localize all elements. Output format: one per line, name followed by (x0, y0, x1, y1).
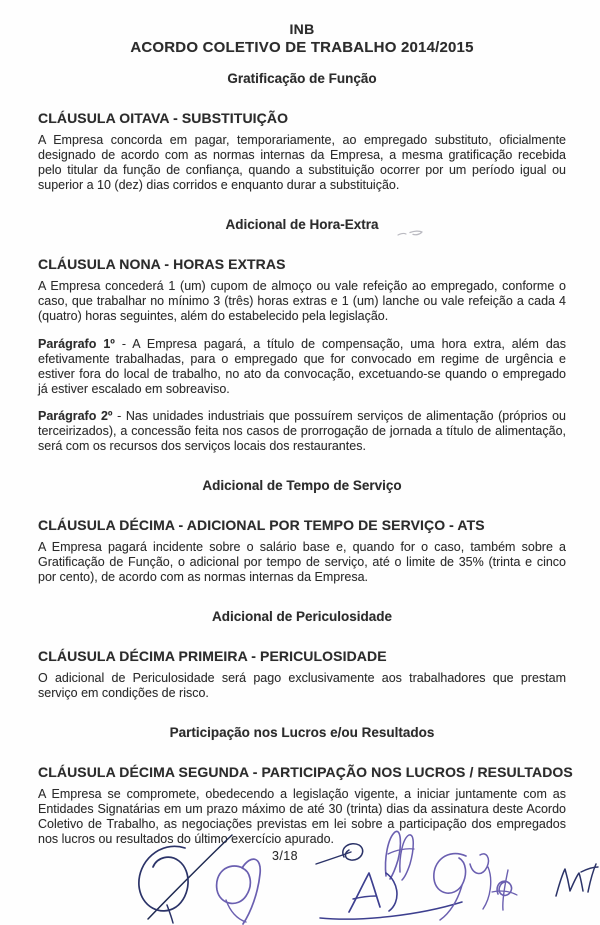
paragrafo-2-text: - Nas unidades industriais que possuírem serviços de alimentação (próprios ou terceirizados), a concessão feita nos casos de prorrogação de jornada a título de alimentação, será com os recursos dos serviços locais dos restaurantes. (38, 409, 566, 453)
signature-ink-1 (139, 835, 232, 923)
section-heading-periculosidade: Adicional de Periculosidade (211, 609, 393, 624)
page-number: 3/18 (272, 849, 298, 863)
section-heading-hora-extra: Adicional de Hora-Extra (225, 217, 379, 232)
clause-title-decima-segunda: CLÁUSULA DÉCIMA SEGUNDA - PARTICIPAÇÃO NOS LUCROS / RESULTADOS (38, 764, 573, 780)
clause-body-decima-segunda: A Empresa se compromete, obedecendo a legislação vigente, a iniciar juntamente com as Entidades Signatárias em um prazo máximo de até 30 (trinta) dias da assinatura deste Acordo Coletivo de Trabalho, as negociações previstas em lei sobre a participação dos empregados nos lucros ou resultados do último exercício apurado. (38, 787, 566, 846)
signature-ink-2 (217, 859, 261, 924)
clause-title-decima-primeira: CLÁUSULA DÉCIMA PRIMEIRA - PERICULOSIDADE (38, 648, 387, 664)
clause-title-nona: CLÁUSULA NONA - HORAS EXTRAS (38, 256, 286, 272)
signature-ink-8 (556, 864, 598, 896)
section-heading-tempo-servico: Adicional de Tempo de Serviço (202, 478, 402, 493)
signature-ink-5 (320, 873, 462, 919)
paragrafo-2-label: Parágrafo 2º (38, 409, 113, 423)
signature-ink-6 (434, 854, 491, 920)
clause-nona-paragrafo-2 (38, 409, 566, 454)
paragrafo-1-text: - A Empresa pagará, a título de compensação, uma hora extra, além das efetivamente trabalhadas, para o empregado que for convocado em regime de urgência e estiver fora do local de trabalho, no ato da convocação, excetuando-se quando o empregado já estiver escalado em sobreaviso. (38, 336, 566, 396)
paragrafo-1-label: Parágrafo 1º (38, 336, 115, 351)
clause-body-oitava: A Empresa concorda em pagar, temporariamente, ao empregado substituto, oficialmente designado de acordo com as normas internas da Empresa, a mesma gratificação recebida pelo titular da função de confiança, quando a substituição ocorrer por um período igual ou superior a 10 (dez) dias corridos e enquanto durar a substituição. (38, 133, 566, 192)
clause-title-oitava: CLÁUSULA OITAVA - SUBSTITUIÇÃO (38, 110, 289, 126)
section-heading-gratificacao: Gratificação de Função (227, 71, 377, 86)
section-heading-lucros: Participação nos Lucros e/ou Resultados (169, 725, 435, 740)
signature-ink-7 (492, 870, 517, 910)
clause-body-nona: A Empresa concederá 1 (um) cupom de almoço ou vale refeição ao empregado, conforme o caso, que trabalhar no mínimo 3 (três) horas extras e 1 (um) lanche ou vale refeição a cada 4 (quatro) horas seguintes, além do estabelecido pela legislação. (38, 279, 566, 323)
document-title: ACORDO COLETIVO DE TRABALHO 2014/2015 (130, 39, 474, 56)
clause-body-decima: A Empresa pagará incidente sobre o salário base e, quando for o caso, também sobre a Gratificação de Função, o adicional por tempo de serviço, até o limite de 35% (trinta e cinco por cento), de acordo com as normas internas da Empresa. (38, 540, 566, 584)
document-org: INB (289, 21, 315, 37)
clause-nona-paragrafo-1 (38, 337, 566, 397)
clause-title-decima: CLÁUSULA DÉCIMA - ADICIONAL POR TEMPO DE SERVIÇO - ATS (38, 517, 485, 533)
clause-body-decima-primeira: O adicional de Periculosidade será pago exclusivamente aos trabalhadores que prestam serviço em condições de risco. (38, 671, 566, 700)
